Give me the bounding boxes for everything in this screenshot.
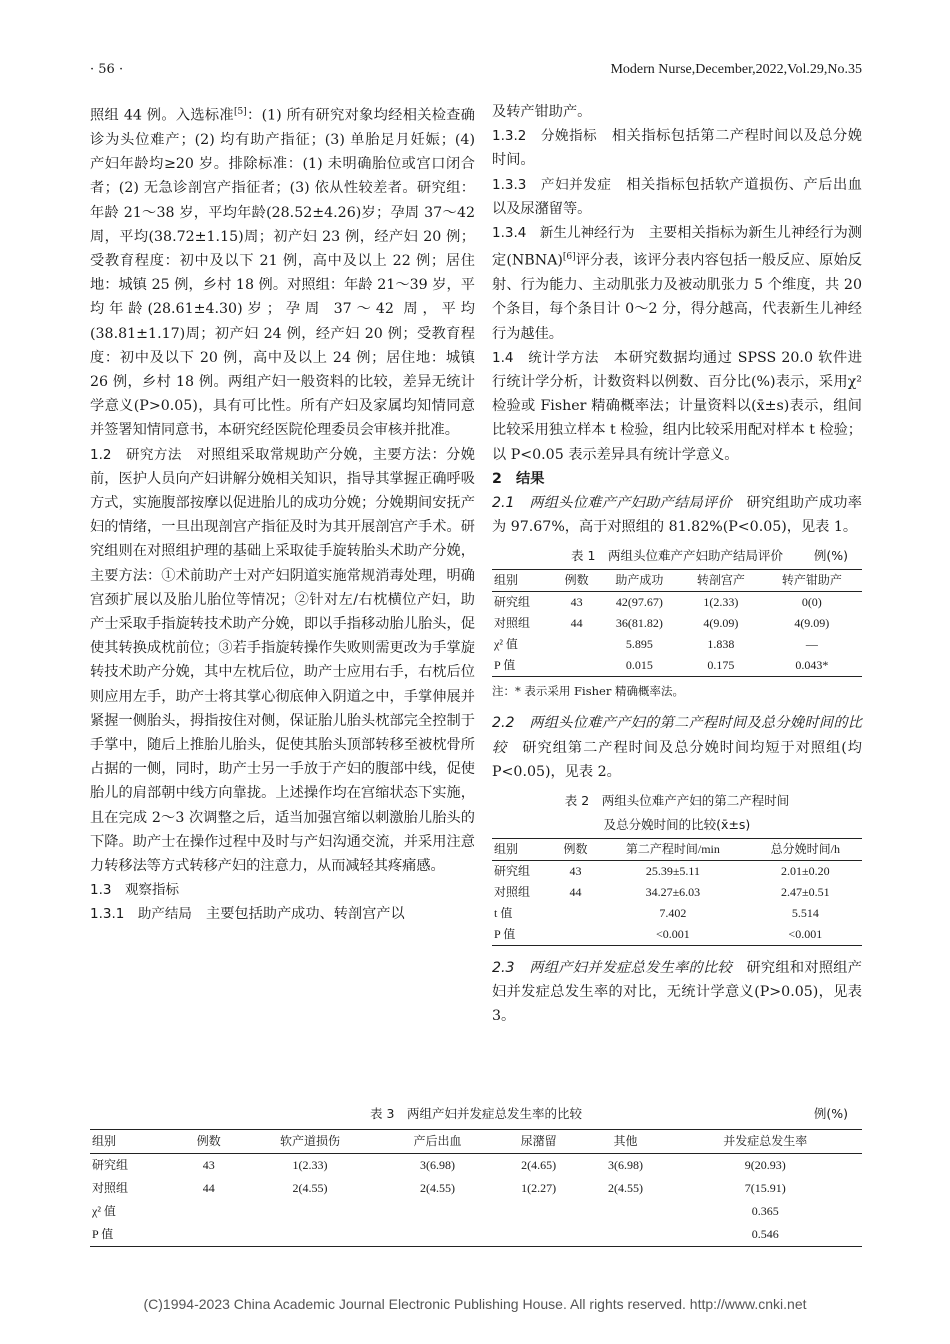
t1-header: 转剖宫产	[680, 570, 762, 592]
table-3	[90, 1103, 862, 1247]
t3-header: 尿潴留	[495, 1130, 583, 1154]
table-row: χ² 值 0.365	[92, 1204, 779, 1218]
table-row: t 值 7.402 5.514	[494, 906, 819, 920]
table-1-note: 注：* 表示采用 Fisher 精确概率法。	[492, 684, 684, 699]
heading-1-3-1: 1.3.1 助产结局	[90, 906, 192, 923]
heading-1-3-3: 1.3.3 产妇并发症	[492, 176, 612, 193]
paragraph-inclusion: 照组 44 例。入选标准[5]：(1) 所有研究对象均经相关检查确诊为头位难产；(2) 均有助产指征；(3) 单胎足月妊娠；(4) 产妇年龄均≥20 岁。排除标准：(1) 未明确胎位或宫口闭合者；(2) 无急诊剖宫产指征者；(3) 依从性较差者。研究组：年龄 21～38 岁，平均年龄(28.52±4.26)岁；孕周 37～42 周，平均(38.72±1.15)周；初产妇 23 例，经产妇 20 例；受教育程度：初中及以下 21 例，高中及以上 22 例；居住地：城镇 25 例，乡村 18 例。对照组：年龄 21～39 岁，平均年龄(28.61±4.30)岁；孕周 37～42 周，平均(38.81±1.17)周；初产妇 24 例，经产妇 20 例；受教育程度：初中及以下 20 例，高中及以上 24 例；居住地：城镇 26 例，乡村 18 例。两组产妇一般资料的比较，差异无统计学意义(P>0.05)，具有可比性。所有产妇及家属均知情同意并签署知情同意书，本研究经医院伦理委员会审核并批准。	[90, 107, 475, 439]
t3-header: 并发症总发生率	[668, 1130, 862, 1154]
t3-header: 组别	[90, 1130, 178, 1154]
heading-1-3: 1.3 观察指标	[90, 882, 179, 899]
citation-5[interactable]: [5]	[233, 107, 247, 117]
heading-2: 2 结果	[492, 470, 545, 487]
journal-info: Modern Nurse,December,2022,Vol.29,No.35	[610, 62, 862, 77]
t3-header: 软产道损伤	[240, 1130, 381, 1154]
table-row: P 值 0.546	[90, 1223, 862, 1247]
paragraph-1-4: 1.4 统计学方法 本研究数据均通过 SPSS 20.0 软件进行统计学分析，计数资料以例数、百分比(%)表示，采用χ²检验或 Fisher 精确概率法；计量资料以(x̄±s)表示，组间比较采用独立样本 t 检验，组内比较采用配对样本 t 检验；以 P<0.05 表示差异具有统计学意义。	[492, 349, 862, 463]
t2-header: 例数	[554, 839, 597, 861]
table-row: 研究组 43 25.39±5.11 2.01±0.20	[494, 864, 830, 878]
heading-2-2: 2.2 两组头位难产产妇的第二产程时间及总分娩时间的比较	[492, 715, 862, 756]
t2-header: 组别	[492, 839, 554, 861]
paragraph-2-3: 2.3 两组产妇并发症总发生率的比较 研究组和对照组产妇并发症总发生率的对比，无统计学意义(P>0.05)，见表 3。	[492, 960, 862, 1025]
t3-header: 产后出血	[380, 1130, 494, 1154]
page-number: · 56 ·	[90, 62, 124, 77]
paragraph-1-3-1: 1.3.1 助产结局 主要包括助产成功、转剖宫产以	[90, 906, 405, 923]
t1-header: 转产钳助产	[762, 570, 862, 592]
table-2	[492, 790, 862, 946]
t1-header: 助产成功	[599, 570, 681, 592]
heading-2-3: 2.3 两组产妇并发症总发生率的比较	[492, 960, 732, 976]
paragraph-methods: 1.2 研究方法 对照组采取常规助产分娩，主要方法：分娩前，医护人员向产妇讲解分娩相关知识，指导其掌握正确呼吸方式，实施腹部按摩以促进胎儿的成功分娩；分娩期间安抚产妇的情绪，一旦出现剖宫产指征及时为其开展剖宫产手术。研究组则在对照组护理的基础上采取徒手旋转胎头术助产分娩，主要方法：①术前助产士对产妇阴道实施常规消毒处理，明确宫颈扩展以及胎儿胎位等情况；②针对左/右枕横位产妇，助产士采取手指旋转技术助产分娩，即以手指移动胎儿胎头，促使其转换成枕前位；③若手指旋转操作失败则需更改为手掌旋转技术助产分娩，其中左枕后位，助产士应用右手，右枕后位则应用左手，助产士将其掌心彻底伸入阴道之中，手掌伸展并紧握一侧胎头，拇指按住对侧，保证胎儿胎头枕部完全控制于手掌中，随后上推胎儿胎头，促使其胎头顶部转移至被枕骨所占据的一侧，同时，助产士另一手放于产妇的腹部中线，促使胎儿的肩部朝中线方向靠拢。上述操作均在宫缩状态下实施，且在完成 2～3 次调整之后，适当加强宫缩以刺激胎儿胎头的下降。助产士在操作过程中及时与产妇沟通交流，并采用注意力转移法等方式转移产妇的注意力，从而减轻其疼痛感。	[90, 446, 475, 875]
table-row: χ² 值 5.895 1.838 —	[494, 637, 818, 652]
table-row: 对照组 44 36(81.82) 4(9.09) 4(9.09)	[494, 616, 830, 631]
t3-header: 其他	[583, 1130, 669, 1154]
right-column	[492, 100, 862, 1029]
t2-header: 总分娩时间/h	[749, 839, 862, 861]
table-1-caption: 表 1 两组头位难产产妇助产结局评价 例(%)	[492, 545, 862, 567]
t2-header: 第二产程时间/min	[597, 839, 748, 861]
table-row: P 值 <0.001 <0.001	[492, 924, 862, 946]
paragraph-2-2: 2.2 两组头位难产产妇的第二产程时间及总分娩时间的比较 研究组第二产程时间及总分娩时间均短于对照组(均 P<0.05)，见表 2。	[492, 715, 862, 780]
heading-1-3-2: 1.3.2 分娩指标	[492, 128, 598, 145]
heading-2-1: 2.1 两组头位难产产妇助产结局评价	[492, 494, 732, 511]
table-row: 对照组 44 34.27±6.03 2.47±0.51	[494, 885, 830, 899]
t1-header: 例数	[555, 570, 599, 592]
table-2-caption-line2: 及总分娩时间的比较(x̄±s)	[603, 817, 751, 832]
page-header	[90, 62, 862, 86]
left-column	[90, 100, 475, 927]
heading-1-2: 1.2 研究方法	[90, 446, 182, 463]
paragraph-2-1: 2.1 两组头位难产产妇助产结局评价 研究组助产成功率为 97.67%，高于对照组的 81.82%(P<0.05)，见表 1。	[492, 494, 862, 536]
table-row: P 值 0.015 0.175 0.043*	[492, 655, 862, 677]
table-1-unit: 例(%)	[813, 548, 848, 564]
paragraph-1-3-4: 1.3.4 新生儿神经行为 主要相关指标为新生儿神经行为测定(NBNA)[6]评分表，该评分表内容包括一般反应、原始反射、行为能力、主动肌张力及被动肌张力 5 个维度，共 20 个条目，每个条目计 0～2 分，得分越高，代表新生儿神经行为越佳。	[492, 225, 862, 342]
table-3-caption: 表 3 两组产妇并发症总发生率的比较 例(%)	[90, 1103, 862, 1125]
paragraph-1-3-1-cont: 及转产钳助产。	[492, 104, 592, 120]
table-row: 研究组 43 1(2.33) 3(6.98) 2(4.65) 3(6.98) 9(20.93)	[92, 1158, 786, 1172]
heading-1-4: 1.4 统计学方法	[492, 349, 600, 366]
paragraph-1-3-2: 1.3.2 分娩指标 相关指标包括第二产程时间以及总分娩时间。	[492, 128, 862, 169]
table-2-caption-line1: 表 2 两组头位难产产妇的第二产程时间	[564, 793, 790, 808]
t1-header: 组别	[492, 570, 555, 592]
heading-1-3-4: 1.3.4 新生儿神经行为	[492, 225, 635, 242]
table-row: 研究组 43 42(97.67) 1(2.33) 0(0)	[494, 595, 822, 610]
table-row: 对照组 44 2(4.55) 2(4.55) 1(2.27) 2(4.55) 7(15.91)	[92, 1181, 786, 1195]
paragraph-1-3-3: 1.3.3 产妇并发症 相关指标包括软产道损伤、产后出血以及尿潴留等。	[492, 176, 862, 217]
copyright-footer: (C)1994-2023 China Academic Journal Electronic Publishing House. All rights reserved. http://www.cnki.net	[143, 1296, 807, 1312]
table-3-unit: 例(%)	[813, 1106, 848, 1121]
table-1	[492, 545, 862, 701]
citation-6[interactable]: [6]	[562, 252, 576, 263]
t3-header: 例数	[178, 1130, 240, 1154]
